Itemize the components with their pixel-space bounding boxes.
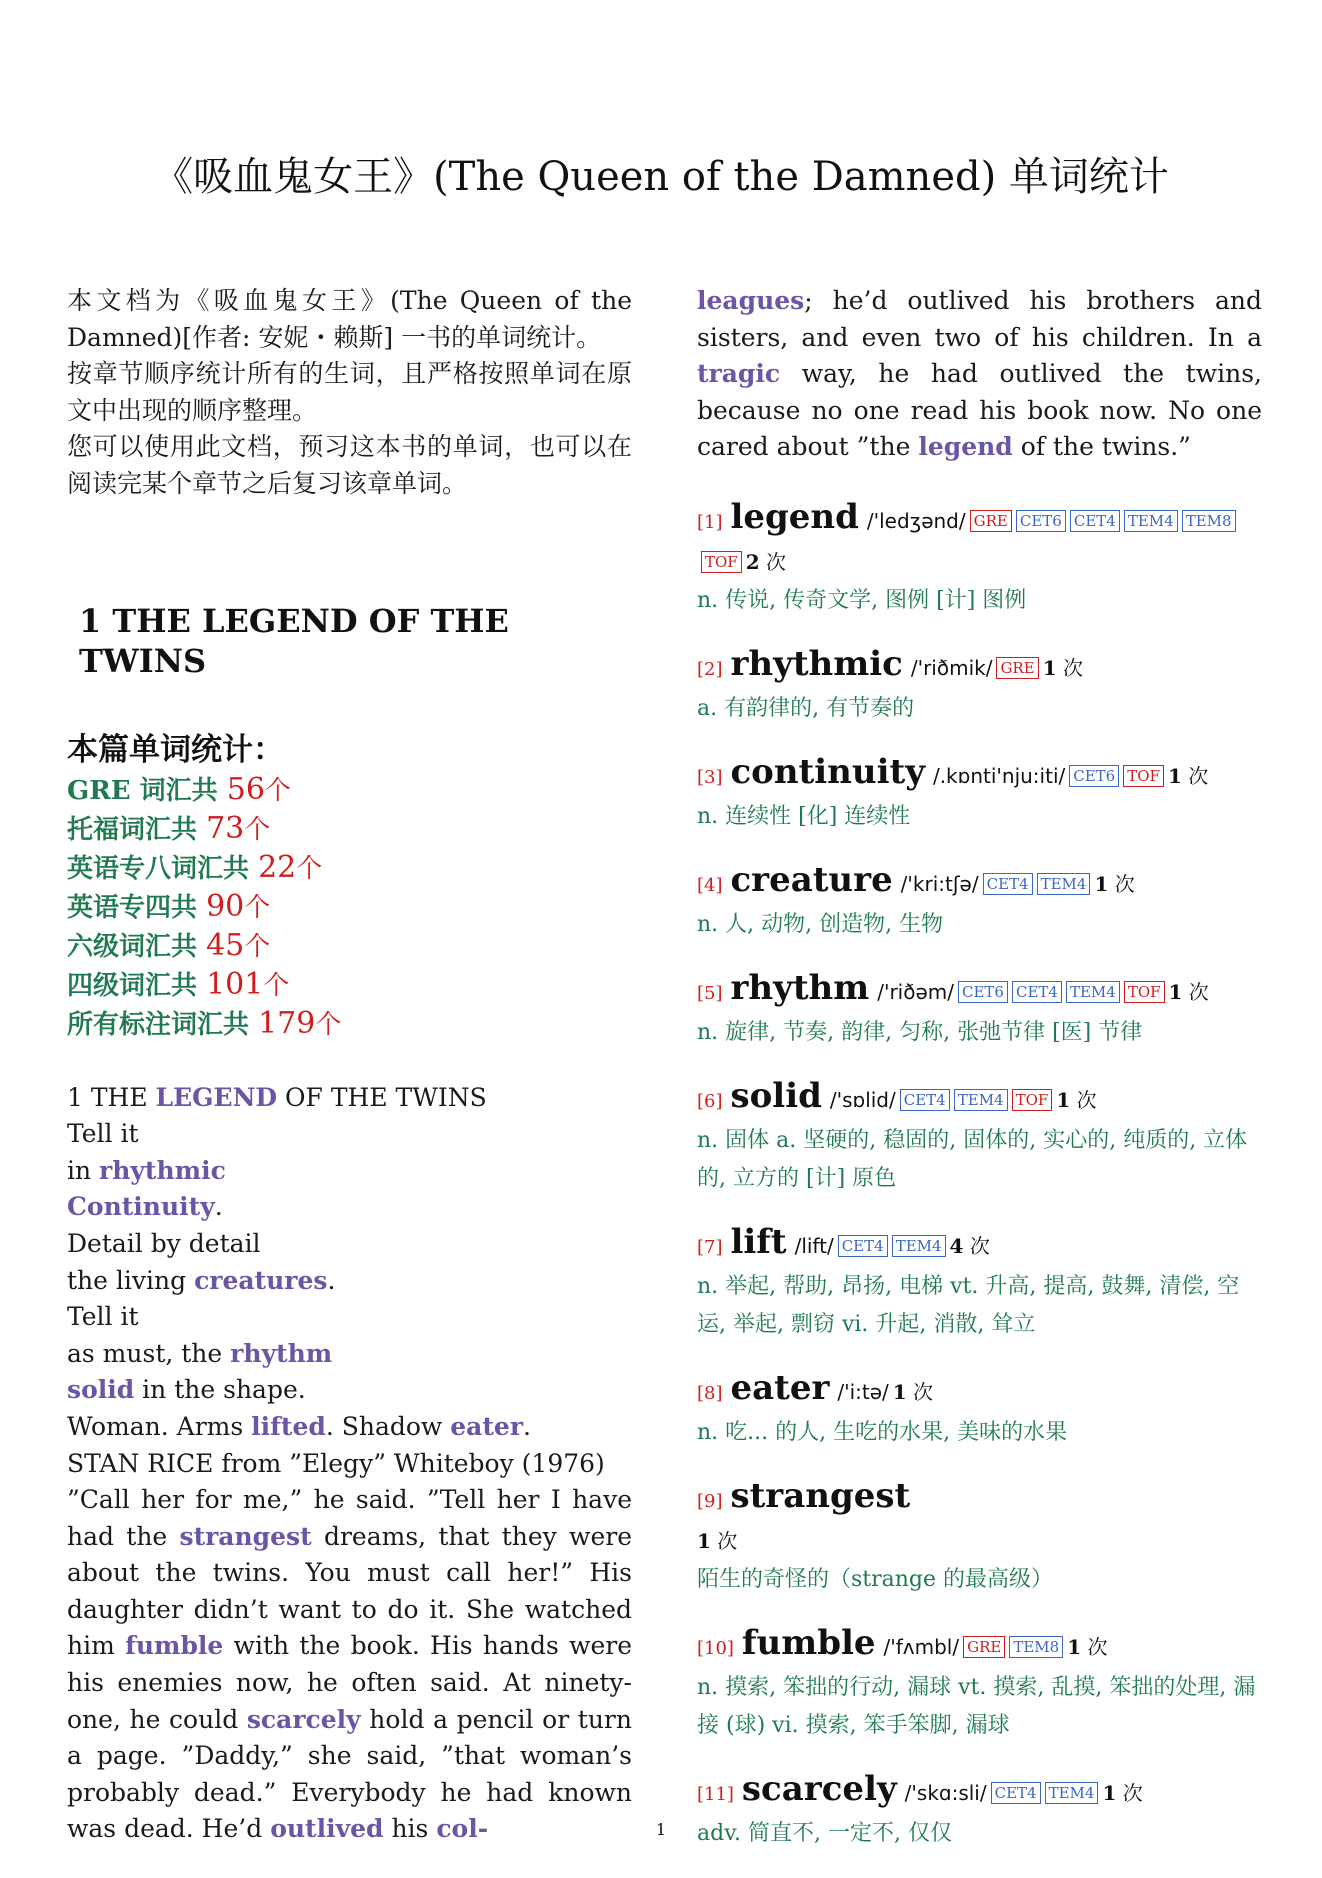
text-line: 1 THE LEGEND OF THE TWINS <box>67 1082 487 1112</box>
entry-word: legend <box>730 496 859 537</box>
section-heading: 1 THE LEGEND OF THE TWINS <box>79 601 509 680</box>
exam-tag: TEM8 <box>1182 510 1236 532</box>
entry-definition: n. 人, 动物, 创造物, 生物 <box>697 911 944 937</box>
entry-ipa: /'sɒlid/ <box>829 1087 896 1112</box>
vocab-entry-head <box>697 1223 1262 1267</box>
entry-word: eater <box>730 1367 830 1408</box>
entry-definition: n. 举起, 帮助, 昂扬, 电梯 vt. 升高, 提高, 鼓舞, 清偿, 空运, 举起, 剽窃 vi. 升起, 消散, 耸立 <box>697 1273 1240 1337</box>
entry-word: fumble <box>741 1622 876 1663</box>
exam-tag: CET4 <box>991 1782 1041 1804</box>
entry-index: [10] <box>697 1637 734 1659</box>
exam-tag: TOF <box>1123 765 1164 787</box>
text-paragraph-continued: leagues; he’d outlived his brothers and sisters, and even two of his children. In a tragic way, he had outlived the twins, because no one read his book now. No one cared about ”the legend of the twins.” <box>697 286 1262 462</box>
entry-ipa: /lift/ <box>794 1233 834 1258</box>
entry-definition: n. 摸索, 笨拙的行动, 漏球 vt. 摸索, 乱摸, 笨拙的处理, 漏接 (球) vi. 摸索, 笨手笨脚, 漏球 <box>697 1674 1256 1738</box>
exam-tag: TEM4 <box>1037 873 1091 895</box>
stats-title: 本篇单词统计： <box>67 731 284 768</box>
vocab-entry-head <box>697 1077 1262 1121</box>
entry-word: creature <box>730 859 893 900</box>
exam-tag: TEM8 <box>1009 1636 1063 1658</box>
intro-paragraph: 按章节顺序统计所有的生词，且严格按照单词在原文中出现的顺序整理。 <box>67 359 632 425</box>
entry-definition: 陌生的奇怪的（strange 的最高级） <box>697 1566 1054 1592</box>
exam-tag: CET4 <box>1070 510 1120 532</box>
vocab-entry-head <box>697 861 1262 905</box>
page-title: 《吸血鬼女王》(The Queen of the Damned) 单词统计 <box>153 154 1169 200</box>
occurrence-count: 1 次 <box>697 1528 738 1553</box>
entry-definition: n. 旋律, 节奏, 韵律, 匀称, 张弛节律 [医] 节律 <box>697 1019 1143 1045</box>
text-line: Continuity. <box>67 1192 223 1222</box>
text-line: Woman. Arms lifted. Shadow eater. <box>67 1411 531 1441</box>
text-line: as must, the rhythm <box>67 1338 333 1368</box>
entry-ipa: /'kri:tʃə/ <box>900 871 979 896</box>
entry-word: strangest <box>730 1475 911 1516</box>
entry-definition: a. 有韵律的, 有节奏的 <box>697 695 915 721</box>
entry-ipa: /'i:tə/ <box>837 1379 889 1404</box>
vocab-entry-head <box>697 498 1262 581</box>
vocab-entry-head <box>697 753 1262 797</box>
chapter-text <box>67 1080 632 1848</box>
exam-tag: GRE <box>996 657 1038 679</box>
intro-paragraph: 您可以使用此文档，预习这本书的单词，也可以在阅读完某个章节之后复习该章单词。 <box>67 432 632 498</box>
vocab-entry-head <box>697 1369 1262 1413</box>
occurrence-count: 4 次 <box>949 1233 990 1258</box>
exam-tag: CET6 <box>1069 765 1119 787</box>
vocab-list <box>697 498 1262 1852</box>
intro-paragraph: 本文档为《吸血鬼女王》(The Queen of the Damned)[作者: 安妮・赖斯] 一书的单词统计。 <box>67 286 632 352</box>
exam-tag: TEM4 <box>1066 981 1120 1003</box>
exam-tag: CET4 <box>900 1089 950 1111</box>
entry-index: [6] <box>697 1090 723 1112</box>
entry-index: [8] <box>697 1382 723 1404</box>
exam-tag: TOF <box>1012 1089 1053 1111</box>
occurrence-count: 1 次 <box>1094 871 1135 896</box>
vocab-entry-head <box>697 969 1262 1013</box>
entry-index: [9] <box>697 1490 723 1512</box>
entry-ipa: /'fʌmbl/ <box>883 1634 960 1659</box>
text-line: Tell it <box>67 1302 139 1332</box>
exam-tag: GRE <box>970 510 1012 532</box>
entry-word: continuity <box>730 751 925 792</box>
text-line: solid in the shape. <box>67 1375 306 1405</box>
exam-tag: TOF <box>1124 981 1165 1003</box>
exam-tag: CET6 <box>958 981 1008 1003</box>
entry-definition: n. 固体 a. 坚硬的, 稳固的, 固体的, 实心的, 纯质的, 立体的, 立方的 [计] 原色 <box>697 1127 1248 1191</box>
vocab-entry <box>697 861 1262 943</box>
entry-index: [2] <box>697 658 723 680</box>
stat-all: 所有标注词汇共 179个 <box>67 1005 342 1041</box>
entry-word: lift <box>730 1221 787 1262</box>
entry-definition: n. 传说, 传奇文学, 图例 [计] 图例 <box>697 587 1027 613</box>
occurrence-count: 1 次 <box>1056 1087 1097 1112</box>
entry-definition: n. 吃... 的人, 生吃的水果, 美味的水果 <box>697 1419 1068 1445</box>
occurrence-count: 1 次 <box>1067 1634 1108 1659</box>
exam-tag: TEM4 <box>1124 510 1178 532</box>
exam-tag: CET4 <box>983 873 1033 895</box>
occurrence-count: 1 次 <box>1168 979 1209 1004</box>
right-column <box>697 283 1262 1878</box>
entry-index: [5] <box>697 982 723 1004</box>
entry-definition: adv. 简直不, 一定不, 仅仅 <box>697 1820 952 1846</box>
stat-cet4: 四级词汇共 101个 <box>67 966 290 1002</box>
vocab-entry <box>697 1077 1262 1197</box>
exam-tag: TEM4 <box>954 1089 1008 1111</box>
occurrence-count: 2 次 <box>745 549 786 574</box>
text-line: Tell it <box>67 1119 139 1149</box>
vocab-entry <box>697 1770 1262 1852</box>
exam-tag: CET4 <box>838 1235 888 1257</box>
entry-word: rhythmic <box>730 643 903 684</box>
vocab-entry-head <box>697 1477 1262 1560</box>
entry-ipa: /'skɑ:sli/ <box>904 1780 987 1805</box>
entry-word: rhythm <box>730 967 870 1008</box>
entry-index: [7] <box>697 1236 723 1258</box>
page-number: 1 <box>655 1820 667 1839</box>
vocab-entry <box>697 753 1262 835</box>
entry-definition: n. 连续性 [化] 连续性 <box>697 803 911 829</box>
entry-index: [11] <box>697 1783 734 1805</box>
vocab-entry-head <box>697 645 1262 689</box>
text-line: STAN RICE from ”Elegy” Whiteboy (1976) <box>67 1448 605 1478</box>
occurrence-count: 1 次 <box>1102 1780 1143 1805</box>
vocab-entry <box>697 1624 1262 1744</box>
vocab-entry <box>697 1223 1262 1343</box>
vocab-entry-head <box>697 1624 1262 1668</box>
entry-index: [4] <box>697 874 723 896</box>
entry-word: scarcely <box>741 1768 897 1809</box>
text-paragraph: ”Call her for me,” he said. ”Tell her I have had the strangest dreams, that they were about the twins. You must call her!” His daughter didn’t want to do it. She watched him fumble with the book. His hands were his enemies now, he often said. At ninety-one, he could scarcely hold a pencil or turn a page. ”Daddy,” she said, ”that woman’s probably dead.” Everybody he had known was dead. He’d outlived his col- <box>67 1485 633 1844</box>
exam-tag: CET6 <box>1016 510 1066 532</box>
exam-tag: TEM4 <box>1045 1782 1099 1804</box>
entry-index: [1] <box>697 511 723 533</box>
vocab-entry-head <box>697 1770 1262 1814</box>
vocab-entry <box>697 645 1262 727</box>
exam-tag: CET4 <box>1012 981 1062 1003</box>
entry-ipa: /'riðəm/ <box>877 979 954 1004</box>
occurrence-count: 1 次 <box>892 1379 934 1404</box>
occurrence-count: 1 次 <box>1167 763 1209 788</box>
stat-gre: GRE 词汇共 56个 <box>67 771 291 807</box>
left-column <box>67 283 632 1848</box>
stat-cet6: 六级词汇共 45个 <box>67 927 271 963</box>
text-line: Detail by detail <box>67 1228 261 1258</box>
entry-word: solid <box>730 1075 822 1116</box>
entry-index: [3] <box>697 766 723 788</box>
vocab-entry <box>697 498 1262 619</box>
entry-ipa: /'riðmik/ <box>910 655 993 680</box>
stat-tem8: 英语专八词汇共 22个 <box>67 849 323 885</box>
text-line: the living creatures. <box>67 1265 336 1295</box>
exam-tag: GRE <box>963 1636 1005 1658</box>
vocab-entry <box>697 1477 1262 1598</box>
entry-ipa: /'ledʒənd/ <box>866 508 966 533</box>
vocab-entry <box>697 1369 1262 1451</box>
entry-ipa: /.kɒnti'nju:iti/ <box>932 763 1066 788</box>
exam-tag: TEM4 <box>892 1235 946 1257</box>
vocab-entry <box>697 969 1262 1051</box>
stat-tem4: 英语专四共 90个 <box>67 888 271 924</box>
intro <box>67 283 632 503</box>
occurrence-count: 1 次 <box>1042 655 1083 680</box>
text-line: in rhythmic <box>67 1155 226 1185</box>
stat-toefl: 托福词汇共 73个 <box>67 810 271 846</box>
stats-list <box>67 771 632 1044</box>
exam-tag: TOF <box>701 551 742 573</box>
